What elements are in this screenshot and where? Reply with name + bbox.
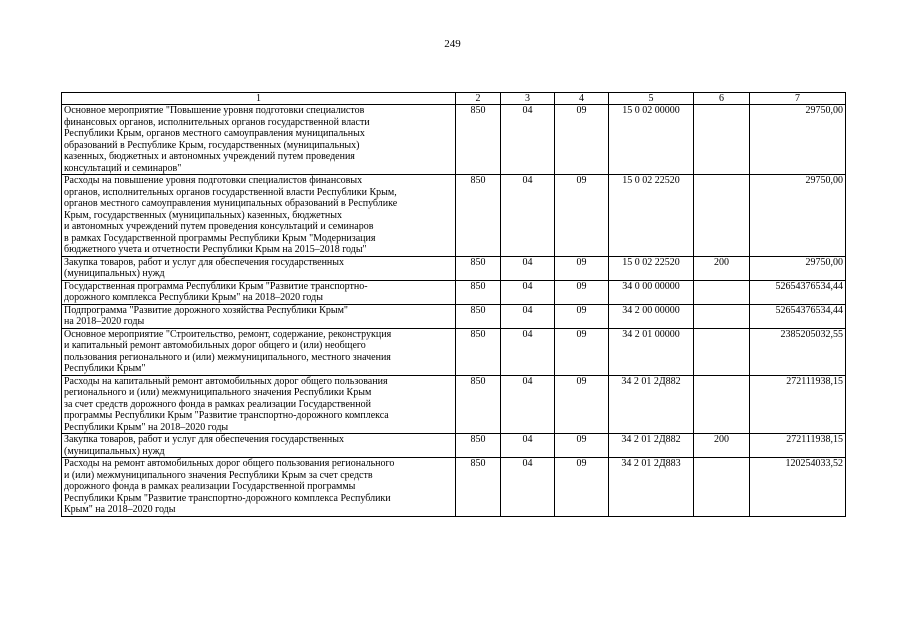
table-row xyxy=(62,434,846,458)
amount-cell: 29750,00 xyxy=(750,256,846,280)
table-row xyxy=(62,256,846,280)
ministry-code-cell: 850 xyxy=(456,280,501,304)
row-name-cell xyxy=(62,280,456,304)
column-header-1: 1 xyxy=(62,93,456,105)
table-row xyxy=(62,375,846,434)
section-code-cell: 04 xyxy=(501,434,555,458)
row-name-line: регионального и (или) межмуниципального значения Республики Крым xyxy=(64,387,372,398)
section-code-cell: 04 xyxy=(501,105,555,175)
row-name-line: программы Республики Крым "Развитие транспортно-дорожного комплекса xyxy=(64,410,389,421)
row-name-line: бюджетного учета и отчетности Республики Крым на 2015–2018 годы" xyxy=(64,244,367,255)
amount-cell: 272111938,15 xyxy=(750,434,846,458)
row-name-line: дорожного комплекса Республики Крым" на 2018–2020 годы xyxy=(64,292,323,303)
subsection-code-cell: 09 xyxy=(555,256,609,280)
subsection-code-cell: 09 xyxy=(555,105,609,175)
row-name-line: финансовых органов, исполнительных органов государственной власти xyxy=(64,116,370,128)
expense-type-cell xyxy=(694,175,750,257)
ministry-code-cell: 850 xyxy=(456,304,501,328)
amount-cell: 2385205032,55 xyxy=(750,328,846,375)
row-name-line: Государственная программа Республики Крым "Развитие транспортно- xyxy=(64,280,368,292)
row-name-line: Республики Крым, органов местного самоуправления муниципальных xyxy=(64,128,365,139)
target-article-cell: 34 2 01 2Д882 xyxy=(609,375,694,434)
section-code-cell: 04 xyxy=(501,280,555,304)
amount-cell: 29750,00 xyxy=(750,175,846,257)
ministry-code-cell: 850 xyxy=(456,105,501,175)
column-header-6: 6 xyxy=(694,93,750,105)
expense-type-cell xyxy=(694,105,750,175)
row-name-line: и автономных учреждений путем проведения консультаций и семинаров xyxy=(64,221,374,232)
ministry-code-cell: 850 xyxy=(456,434,501,458)
budget-table xyxy=(61,92,846,517)
row-name-line: Закупка товаров, работ и услуг для обеспечения государственных xyxy=(64,256,345,268)
row-name-cell xyxy=(62,458,456,517)
row-name-cell xyxy=(62,175,456,257)
expense-type-cell xyxy=(694,304,750,328)
row-name-line: Республики Крым" на 2018–2020 годы xyxy=(64,421,229,433)
section-code-cell: 04 xyxy=(501,256,555,280)
row-name-line: Расходы на капитальный ремонт автомобильных дорог общего пользования xyxy=(64,375,388,387)
expense-type-cell xyxy=(694,458,750,517)
subsection-code-cell: 09 xyxy=(555,328,609,375)
target-article-cell: 15 0 02 22520 xyxy=(609,175,694,257)
table-row xyxy=(62,304,846,328)
table-row xyxy=(62,105,846,175)
target-article-cell: 15 0 02 22520 xyxy=(609,256,694,280)
table-row xyxy=(62,458,846,517)
ministry-code-cell: 850 xyxy=(456,175,501,257)
row-name-line: консультаций и семинаров" xyxy=(64,162,182,174)
row-name-cell xyxy=(62,434,456,458)
row-name-line: Расходы на ремонт автомобильных дорог общего пользования регионального xyxy=(64,458,395,469)
row-name-line: и капитальный ремонт автомобильных дорог общего и (или) необщего xyxy=(64,340,366,351)
subsection-code-cell: 09 xyxy=(555,280,609,304)
row-name-line: Подпрограмма "Развитие дорожного хозяйства Республики Крым" xyxy=(64,304,348,316)
amount-cell: 120254033,52 xyxy=(750,458,846,517)
row-name-line: (муниципальных) нужд xyxy=(64,268,165,279)
row-name-line: (муниципальных) нужд xyxy=(64,445,165,457)
subsection-code-cell: 09 xyxy=(555,434,609,458)
row-name-line: Республики Крым" xyxy=(64,363,146,374)
ministry-code-cell: 850 xyxy=(456,328,501,375)
expense-type-cell: 200 xyxy=(694,434,750,458)
row-name-line: за счет средств дорожного фонда в рамках реализации Государственной xyxy=(64,398,371,410)
section-code-cell: 04 xyxy=(501,328,555,375)
section-code-cell: 04 xyxy=(501,175,555,257)
table-row xyxy=(62,175,846,257)
page-number: 249 xyxy=(444,38,461,50)
row-name-cell xyxy=(62,328,456,375)
amount-cell: 272111938,15 xyxy=(750,375,846,434)
row-name-line: дорожного фонда в рамках реализации Государственной программы xyxy=(64,481,356,492)
subsection-code-cell: 09 xyxy=(555,375,609,434)
row-name-line: Республики Крым "Развитие транспортно-дорожного комплекса Республики xyxy=(64,492,391,504)
target-article-cell: 34 2 01 00000 xyxy=(609,328,694,375)
expense-type-cell xyxy=(694,280,750,304)
column-header-2: 2 xyxy=(456,93,501,105)
section-code-cell: 04 xyxy=(501,304,555,328)
expense-type-cell xyxy=(694,328,750,375)
expense-type-cell: 200 xyxy=(694,256,750,280)
table-row xyxy=(62,328,846,375)
target-article-cell: 34 2 01 2Д883 xyxy=(609,458,694,517)
row-name-line: на 2018–2020 годы xyxy=(64,316,145,327)
row-name-line: Основное мероприятие "Строительство, ремонт, содержание, реконструкция xyxy=(64,328,392,340)
row-name-line: образований в Республике Крым, государственных (муниципальных) xyxy=(64,139,360,151)
row-name-line: органов местного самоуправления муниципальных образований в Республике xyxy=(64,198,398,209)
column-header-4: 4 xyxy=(555,93,609,105)
subsection-code-cell: 09 xyxy=(555,304,609,328)
ministry-code-cell: 850 xyxy=(456,458,501,517)
row-name-line: Крым, государственных (муниципальных) казенных, бюджетных xyxy=(64,209,342,221)
column-header-5: 5 xyxy=(609,93,694,105)
amount-cell: 29750,00 xyxy=(750,105,846,175)
amount-cell: 52654376534,44 xyxy=(750,280,846,304)
section-code-cell: 04 xyxy=(501,375,555,434)
row-name-cell xyxy=(62,105,456,175)
row-name-line: Основное мероприятие "Повышение уровня подготовки специалистов xyxy=(64,105,365,116)
table-row xyxy=(62,280,846,304)
row-name-line: в рамках Государственной программы Республики Крым "Модернизация xyxy=(64,232,376,244)
row-name-cell xyxy=(62,304,456,328)
ministry-code-cell: 850 xyxy=(456,256,501,280)
amount-cell: 52654376534,44 xyxy=(750,304,846,328)
expense-type-cell xyxy=(694,375,750,434)
row-name-cell xyxy=(62,256,456,280)
row-name-line: Расходы на повышение уровня подготовки специалистов финансовых xyxy=(64,175,363,186)
row-name-line: Закупка товаров, работ и услуг для обеспечения государственных xyxy=(64,434,345,445)
row-name-line: казенных, бюджетных и автономных учреждений путем проведения xyxy=(64,151,355,162)
column-header-3: 3 xyxy=(501,93,555,105)
subsection-code-cell: 09 xyxy=(555,458,609,517)
row-name-cell xyxy=(62,375,456,434)
target-article-cell: 34 2 01 2Д882 xyxy=(609,434,694,458)
row-name-line: органов, исполнительных органов государственной власти Республики Крым, xyxy=(64,186,397,198)
target-article-cell: 34 0 00 00000 xyxy=(609,280,694,304)
target-article-cell: 15 0 02 00000 xyxy=(609,105,694,175)
row-name-line: Крым" на 2018–2020 годы xyxy=(64,504,176,515)
row-name-line: и (или) межмуниципального значения Республики Крым за счет средств xyxy=(64,469,373,481)
subsection-code-cell: 09 xyxy=(555,175,609,257)
row-name-line: пользования регионального и (или) межмуниципального, местного значения xyxy=(64,351,391,363)
section-code-cell: 04 xyxy=(501,458,555,517)
target-article-cell: 34 2 00 00000 xyxy=(609,304,694,328)
ministry-code-cell: 850 xyxy=(456,375,501,434)
column-header-7: 7 xyxy=(750,93,846,105)
table-header-row xyxy=(62,93,846,105)
